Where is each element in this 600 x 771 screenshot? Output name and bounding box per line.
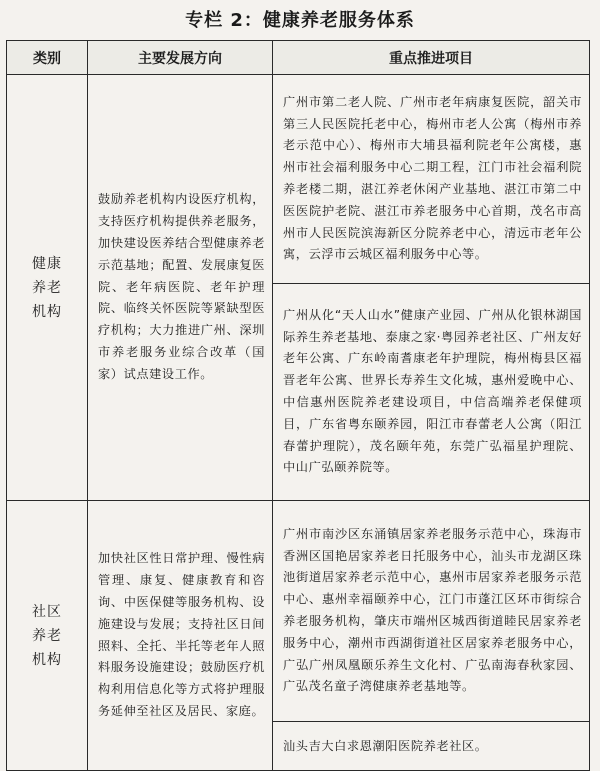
direction-cell (88, 501, 273, 771)
project-cell (273, 284, 590, 501)
header-direction: 主要发展方向 (88, 41, 273, 75)
category-label: 社区 养老 机构 (32, 603, 62, 668)
header-category: 类别 (7, 41, 88, 75)
table-row-health (7, 75, 590, 284)
category-label: 健康 养老 机构 (32, 255, 62, 320)
program-table (6, 40, 590, 771)
category-cell (7, 501, 88, 771)
project-text: 汕头吉大白求恩潮阳医院养老社区。 (283, 739, 488, 754)
project-cell (273, 722, 590, 771)
direction-text: 鼓励养老机构内设医疗机构，支持医疗机构提供养老服务，加快建设医养结合型健康养老示范基地；配置、发展康复医院、老年病医院、老年护理院、临终关怀医院等紧缺型医疗机构；大力推进广州、深圳市养老服务业综合改革（国家）试点建设工作。 (98, 192, 265, 381)
direction-text: 加快社区性日常护理、慢性病管理、康复、健康教育和咨询、中医保健等服务机构、设施建设与发展；支持社区日间照料、全托、半托等老年人照料服务设施建设；鼓励医疗机构利用信息化等方式将护理服务延伸至社区及居民、家庭。 (98, 551, 265, 718)
page-title: 专栏 2：健康养老服务体系 (185, 10, 415, 31)
project-text: 广州市南沙区东涌镇居家养老服务示范中心，珠海市香洲区国艳居家养老日托服务中心，汕头市龙湖区珠池街道居家养老示范中心，惠州市居家养老服务示范中心、惠州幸福颐养中心，江门市蓬江区环市街综合养老服务机构，肇庆市端州区城西街道睦民居家养老服务中心，潮州市西湖街道社区居家养老服务中心，广弘广州凤凰颐乐养生文化村、广弘南海春秋家园、广弘茂名童子湾健康养老基地等。 (283, 526, 582, 694)
direction-cell (88, 75, 273, 501)
project-text: 广州从化“天人山水”健康产业园、广州从化银林湖国际养生养老基地、泰康之家·粤园养老社区、广州友好老年公寓、广东岭南耆康老年护理院，梅州梅县区福晋老年公寓、世界长寿养生文化城，惠州爱晚中心、中信惠州医院养老建设项目，中信高端养老保健项目，广东省粤东颐养园，阳江市春蕾老人公寓（阳江春蕾护理院），茂名颐年苑，东莞广弘福星护理院、中山广弘颐养院等。 (283, 307, 582, 475)
category-cell (7, 75, 88, 501)
project-cell (273, 501, 590, 722)
header-projects: 重点推进项目 (273, 41, 590, 75)
table-row-community (7, 501, 590, 722)
project-cell (273, 75, 590, 284)
project-text: 广州市第二老人院、广州市老年病康复医院，韶关市第三人民医院托老中心，梅州市老人公寓（梅州市养老示范中心）、梅州市大埔县福利院老年公寓楼，惠州市社会福利服务中心二期工程，江门市社会福利院养老楼二期，湛江养老休闲产业基地、湛江市第二中医医院护老院、湛江市养老服务中心首期，茂名市高州市人民医院滨海新区分院养老中心，清远市老年公寓，云浮市云城区福利服务中心等。 (283, 94, 582, 262)
table-header-row (7, 41, 590, 75)
